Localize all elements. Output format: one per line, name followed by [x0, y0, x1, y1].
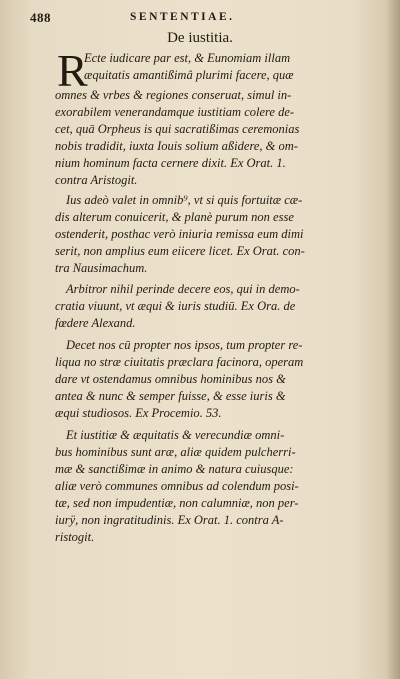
page-number: 488: [30, 10, 51, 25]
text-line: contra Aristogit.: [55, 173, 138, 187]
text-line: fœdere Alexand.: [55, 316, 136, 330]
drop-cap: R: [57, 45, 88, 96]
text-line: tæ, sed non impudentiæ, non calumniæ, non per-: [55, 496, 299, 510]
text-line: tra Nausimachum.: [55, 261, 148, 275]
text-line: dare vt ostendamus omnibus hominibus nos &: [55, 372, 286, 386]
text-line: Et iustitiæ & æquitatis & verecundiæ omni-: [66, 428, 285, 442]
text-line: Ius adeò valet in omnib⁹, vt si quis fortuitæ cæ-: [66, 193, 303, 207]
text-line: serit, non amplius eum eiicere licet. Ex Orat. con-: [55, 244, 305, 258]
text-line: Arbitror nihil perinde decere eos, qui in demo-: [66, 282, 300, 296]
text-line: iurÿ, non ingratitudinis. Ex Orat. 1. contra A-: [55, 513, 284, 527]
text-line: exorabilem venerandamque iustitiam colere de-: [55, 105, 295, 119]
text-line: aliæ verò communes omnibus ad colendum posi-: [55, 479, 299, 493]
text-line: cratia viuunt, vt æqui & iuris studiū. Ex Ora. de: [55, 299, 296, 313]
text-line: Ecte iudicare par est, & Eunomiam illam: [84, 51, 291, 65]
page-header: [30, 10, 370, 26]
text-line: liqua no stræ ciuitatis præclara facinora, operam: [55, 355, 304, 369]
text-line: æqui studiosos. Ex Procemio. 53.: [55, 406, 222, 420]
running-head: SENTENTIAE.: [130, 11, 235, 23]
text-line: dis alterum conuicerit, & planè purum non esse: [55, 210, 294, 224]
text-line: nobis tradidit, iuxta Iouis solium aßidere, & om-: [55, 139, 298, 153]
text-line: nium hominum facta cernere dixit. Ex Orat. 1.: [55, 156, 286, 170]
text-line: bus hominibus sunt aræ, aliæ quidem pulcherri-: [55, 445, 296, 459]
text-line: ristogit.: [55, 530, 95, 544]
text-line: mæ & sanctißimæ in animo & natura cuiusque:: [55, 462, 294, 476]
page-gutter-shadow: [386, 0, 400, 679]
text-line: ostenderit, posthac verò iniuria remissa eum dimi: [55, 227, 304, 241]
section-title: De iustitia.: [167, 30, 233, 46]
text-line: Decet nos cū propter nos ipsos, tum propter re-: [66, 338, 303, 352]
text-line: cet, quā Orpheus is qui sacratißimas ceremonias: [55, 122, 300, 136]
text-line: omnes & vrbes & regiones conseruat, simul in-: [55, 88, 292, 102]
text-line: antea & nunc & semper fuisse, & esse iuris &: [55, 389, 286, 403]
text-line: æquitatis amantißimâ plurimi facere, quæ: [84, 68, 294, 82]
